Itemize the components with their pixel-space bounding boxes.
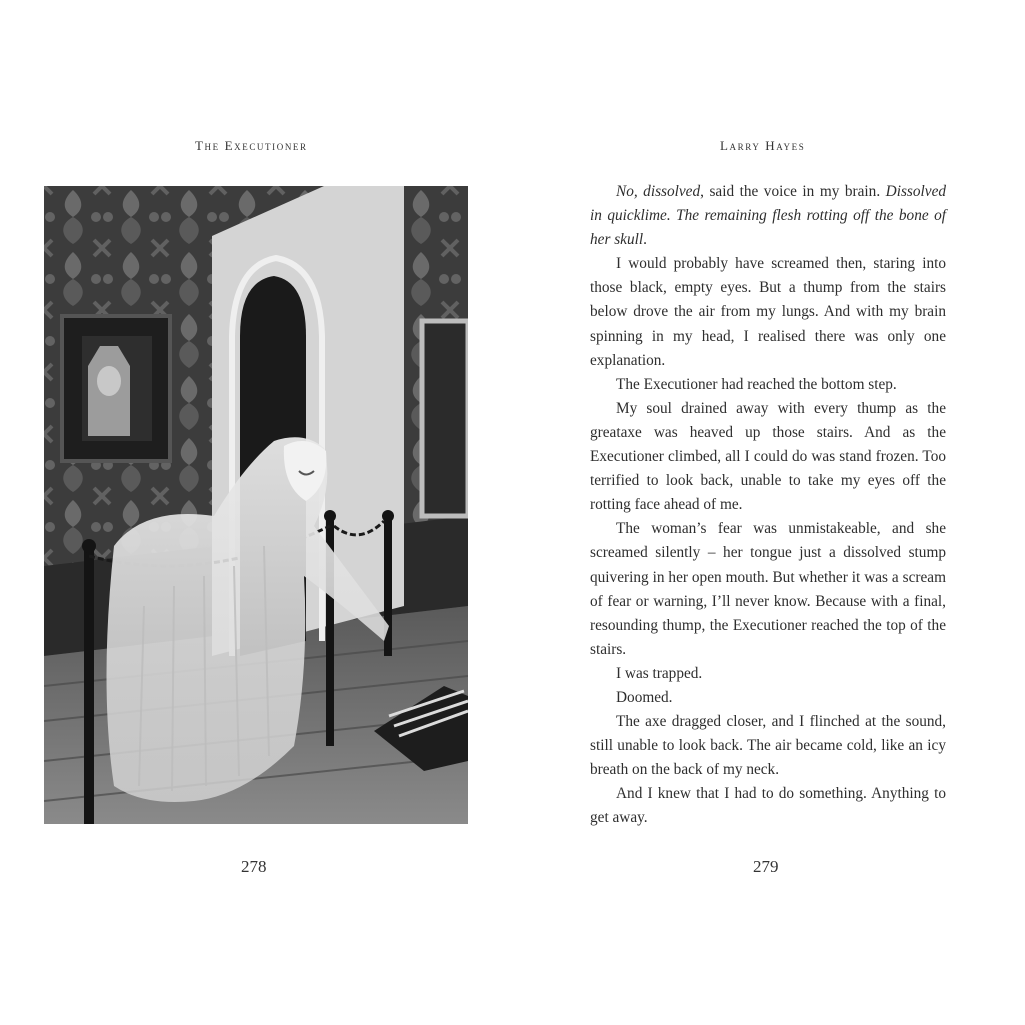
paragraph: The axe dragged closer, and I flinched at the sound, still unable to look back. The air became cold, like an icy breath on the back of my neck.: [590, 713, 946, 779]
paragraph: My soul drained away with every thump as the greataxe was heaved up those stairs. And as the Executioner climbed, all I could do was stand frozen. Too terrified to look back, unable to take my eyes off the rotting face ahead of me.: [590, 399, 946, 514]
paragraph: I was trapped.: [616, 664, 703, 682]
page-number-right: 279: [753, 857, 779, 876]
paragraph: [590, 180, 946, 252]
paragraph: I would probably have screamed then, staring into those black, empty eyes. But a thump from the stairs below drove the air from my lungs. And with my brain spinning in my head, I realised there was only one explanation.: [590, 255, 946, 369]
running-head-author: Larry Hayes: [720, 138, 806, 153]
text-segment: , said the voice in my brain.: [700, 183, 886, 200]
italic-segment: Dissolved in quicklime. The remaining flesh rotting off the bone of her skull: [590, 183, 947, 249]
running-head-book-title: The Executioner: [195, 138, 308, 153]
right-page: [512, 0, 1025, 1025]
page-number-left: 278: [241, 857, 267, 876]
text-segment: .: [643, 231, 647, 249]
body-text: [590, 180, 946, 831]
left-page: [0, 0, 512, 1025]
italic-segment: No, dissolved: [616, 183, 701, 200]
paragraph: And I knew that I had to do something. Anything to get away.: [590, 785, 946, 827]
ghost-illustration: [44, 186, 468, 824]
paragraph: Doomed.: [616, 688, 673, 706]
paragraph: The woman’s fear was unmistakeable, and she screamed silently – her tongue just a dissolved stump quivering in her open mouth. But whether it was a scream of fear or warning, I’ll never know. Because with a final, resounding thump, the Executioner reached the top of the stairs.: [590, 520, 946, 658]
portrait-painting: [62, 316, 170, 461]
paragraph: The Executioner had reached the bottom step.: [616, 375, 897, 393]
